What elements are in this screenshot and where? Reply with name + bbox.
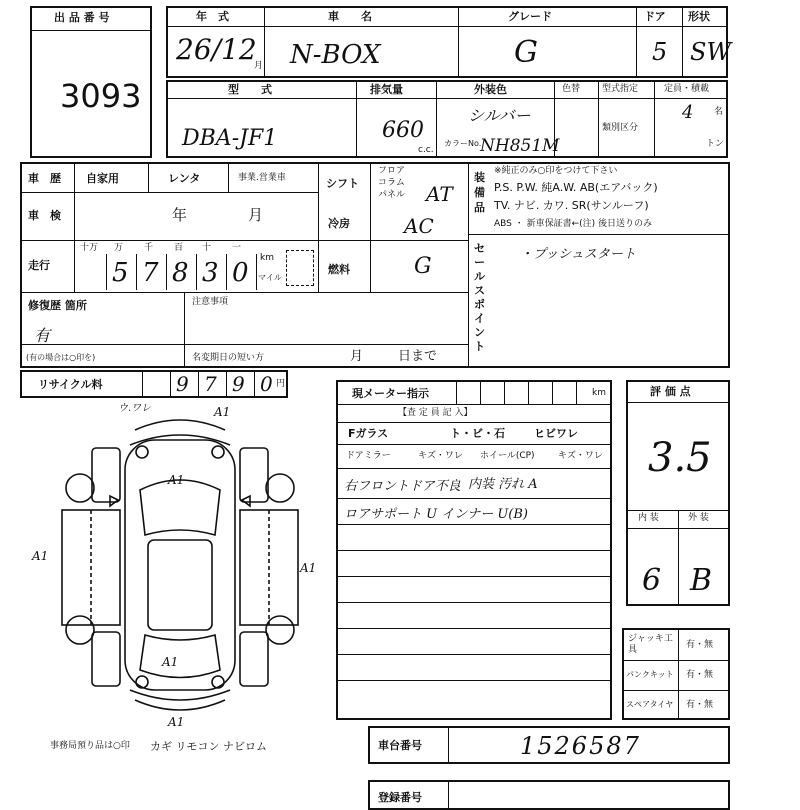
lot-box xyxy=(30,6,152,158)
usage-label: 車 歴 xyxy=(28,172,61,185)
color-change-label: 色替 xyxy=(562,84,581,94)
sales-point-text: ・プッシュスタート xyxy=(520,247,636,262)
registration-box xyxy=(368,780,730,810)
remark-1b: 内装 汚れ A xyxy=(468,477,538,492)
mirror-label: ドアミラー xyxy=(346,451,391,461)
equip-note: ※純正のみ○印をつけて下さい xyxy=(494,166,618,176)
puncture-label: パンクキット xyxy=(626,670,674,679)
mileage-digit-5: 0 xyxy=(232,258,249,288)
score-label: 評 価 点 xyxy=(650,385,691,398)
equip-line3: ABS ・ 新車保証書←(注) 後日送りのみ xyxy=(494,219,653,229)
model-value: DBA-JF1 xyxy=(182,126,278,151)
damage-mark-2: A1 xyxy=(168,473,185,487)
mileage-digit-1: 5 xyxy=(112,258,129,288)
grade-label: グレード xyxy=(508,10,552,23)
exterior-label: 外 装 xyxy=(688,513,709,523)
score-box xyxy=(626,380,730,606)
damage-mark-4: A1 xyxy=(300,561,317,575)
damage-mark-5: A1 xyxy=(162,655,179,669)
fuel-label: 燃料 xyxy=(328,263,350,276)
model-box xyxy=(166,80,728,158)
repair-label: 修復歴 箇所 xyxy=(28,299,87,312)
ext-color-label: 外装色 xyxy=(474,83,507,96)
displacement-label: 排気量 xyxy=(370,83,403,96)
mirror-options: キズ・ワレ xyxy=(418,451,463,461)
damage-mark-3: A1 xyxy=(32,549,49,563)
wheel-options: キズ・ワレ xyxy=(558,451,603,461)
shift-value: AT xyxy=(426,182,453,206)
registration-label: 登録番号 xyxy=(378,791,422,804)
repair-note: (有の場合は○印を) xyxy=(26,353,96,362)
recycle-label: リサイクル料 xyxy=(38,378,103,391)
chassis-label: 車台番号 xyxy=(378,739,422,752)
unit-100k: 十万 xyxy=(80,243,99,253)
repair-value: 有 xyxy=(34,326,51,345)
shape-value: SW xyxy=(690,38,732,66)
meter-section: 【査 定 員 記 入】 xyxy=(398,408,473,418)
deadline-label: 名変期日の短い方 xyxy=(192,353,265,363)
inspection-month: 月 xyxy=(248,206,264,224)
spare-label: スペアタイヤ xyxy=(626,700,674,709)
usage-private: 自家用 xyxy=(86,172,119,185)
year-value: 26/12 xyxy=(176,33,257,66)
header-box xyxy=(166,6,732,78)
shift-label: シフト xyxy=(326,177,359,190)
color-no-label: カラーNo. xyxy=(444,139,482,148)
diagram-front-note: ウ.ワレ xyxy=(118,403,152,414)
damage-mark-6: A1 xyxy=(168,715,185,729)
glass-label: Fガラス xyxy=(348,427,389,440)
equip-line1: P.S. P.W. 純A.W. AB(エアバック) xyxy=(494,181,658,194)
shift-column: コラム xyxy=(378,178,405,188)
recycle-unit: 円 xyxy=(276,379,286,389)
shape-label: 形状 xyxy=(688,10,710,23)
door-value: 5 xyxy=(652,38,668,66)
deadline-day: 日まで xyxy=(398,349,438,364)
mileage-digit-3: 8 xyxy=(172,258,189,288)
capacity-value: 4 xyxy=(682,102,694,123)
ext-color-value: シルバー xyxy=(468,106,531,125)
mileage-digit-2: 7 xyxy=(142,258,159,288)
chassis-box xyxy=(368,726,730,764)
car-diagram xyxy=(30,400,320,730)
inspection-year: 年 xyxy=(172,206,188,224)
unit-10k: 万 xyxy=(114,243,124,253)
usage-business: 事業.営業車 xyxy=(238,173,286,183)
fuel-value: G xyxy=(414,254,432,279)
unit-10: 十 xyxy=(202,243,212,253)
model-label: 型 式 xyxy=(228,83,272,96)
mileage-digit-4: 3 xyxy=(202,258,219,288)
mileage-label: 走行 xyxy=(28,259,50,272)
jack-value: 有・無 xyxy=(686,640,714,650)
displacement-unit: c.c. xyxy=(418,145,434,155)
lot-number: 3093 xyxy=(60,77,142,115)
capacity-unit-ton: トン xyxy=(706,139,725,149)
wheel-label: ホイール(CP) xyxy=(480,451,535,461)
class-label: 類別区分 xyxy=(602,123,639,133)
glass-options: ト・ビ・石 xyxy=(450,427,505,440)
meter-label: 現メーター指示 xyxy=(352,387,429,400)
mileage-unit-km: km xyxy=(260,253,274,263)
shift-floor: フロア xyxy=(378,166,406,176)
glass-crack: ヒビワレ xyxy=(534,427,578,440)
mileage-digits xyxy=(76,242,268,290)
mileage-unit-mile: マイル xyxy=(258,273,282,282)
damage-mark-1: A1 xyxy=(214,405,231,419)
recycle-digit-3: 9 xyxy=(232,372,245,396)
recycle-digit-2: 7 xyxy=(204,372,217,396)
year-suffix: 月 xyxy=(254,61,264,71)
notes-label: 注意事項 xyxy=(192,297,229,307)
door-label: ドア xyxy=(644,10,666,23)
displacement-value: 660 xyxy=(382,118,424,143)
name-label: 車 名 xyxy=(328,10,372,23)
unit-1: 一 xyxy=(232,243,242,253)
equip-line2: TV. ナビ. カワ. SR(サンルーフ) xyxy=(494,199,649,212)
capacity-label: 定員・積載 xyxy=(664,84,710,94)
unit-1k: 千 xyxy=(144,243,154,253)
capacity-unit-person: 名 xyxy=(714,107,724,117)
lot-label: 出 品 番 号 xyxy=(54,11,110,24)
spec-box xyxy=(20,162,730,368)
interior-value: 6 xyxy=(642,563,662,598)
exterior-value: B xyxy=(690,563,713,598)
spare-value: 有・無 xyxy=(686,700,714,710)
unit-100: 百 xyxy=(174,243,184,253)
remark-2: ロアサポート U インナー U(B) xyxy=(344,507,529,522)
sales-point-label: セールスポイント xyxy=(474,242,485,353)
puncture-value: 有・無 xyxy=(686,670,714,680)
inspection-label: 車 検 xyxy=(28,209,61,222)
office-note: 事務局預り品は○印 xyxy=(50,741,130,751)
meter-unit: km xyxy=(592,388,606,398)
equip-label: 装備品 xyxy=(474,171,485,214)
office-items: カギ リモコン ナビロム xyxy=(150,740,267,753)
jack-label: ジャッキ工具 xyxy=(628,634,673,655)
deadline-month: 月 xyxy=(350,349,364,364)
color-no-value: NH851M xyxy=(480,136,560,156)
recycle-digit-1: 9 xyxy=(176,372,189,396)
chassis-value: 1526587 xyxy=(520,732,641,760)
score-value: 3.5 xyxy=(648,435,712,481)
tools-box xyxy=(622,628,730,720)
ac-value: AC xyxy=(404,214,434,238)
type-spec-label: 型式指定 xyxy=(602,84,639,94)
car-name: N-BOX xyxy=(290,40,381,70)
ac-label: 冷房 xyxy=(328,217,350,230)
grade-value: G xyxy=(514,35,538,70)
year-label: 年 式 xyxy=(196,10,229,23)
shift-panel: パネル xyxy=(378,190,406,200)
meter-box xyxy=(336,380,612,720)
recycle-box xyxy=(20,370,288,398)
usage-rental: レンタ xyxy=(168,172,201,185)
mileage-unit-box xyxy=(286,250,314,286)
interior-label: 内 装 xyxy=(638,513,659,523)
remark-1a: 右フロントドア不良 xyxy=(344,479,461,494)
recycle-digit-4: 0 xyxy=(260,372,273,396)
